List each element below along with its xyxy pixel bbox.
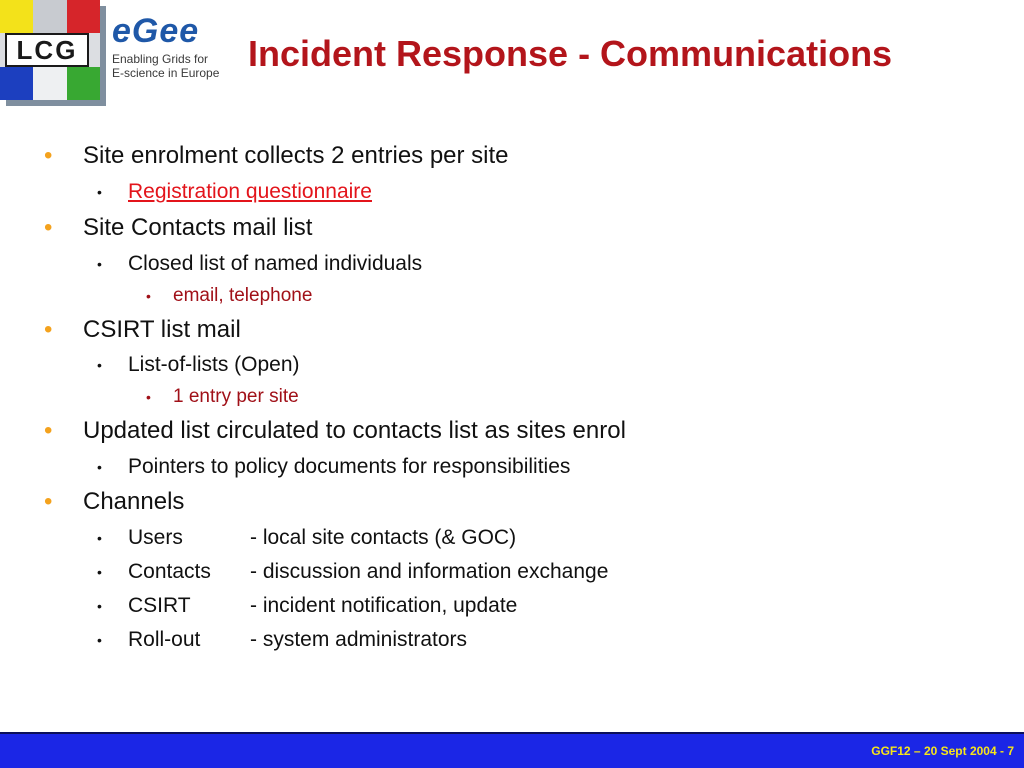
channel-desc: - incident notification, update xyxy=(250,594,518,617)
footer-text: GGF12 – 20 Sept 2004 - 7 xyxy=(871,744,1014,758)
bullet-marker: • xyxy=(97,256,102,272)
channel-entry xyxy=(128,526,516,550)
egee-tagline-1: Enabling Grids for xyxy=(112,52,209,66)
egee-tagline-2: E-science in Europe xyxy=(112,66,220,80)
bullet-text: Updated list circulated to contacts list as sites enrol xyxy=(83,417,626,444)
bullet-marker: • xyxy=(97,598,102,614)
channel-name: CSIRT xyxy=(128,594,191,617)
bullet-text: Site Contacts mail list xyxy=(83,214,313,241)
bullet-marker: • xyxy=(44,417,53,444)
channel-desc: - system administrators xyxy=(250,628,468,651)
bullet-text: List-of-lists (Open) xyxy=(128,353,300,376)
channel-desc: - local site contacts (& GOC) xyxy=(250,526,517,549)
channel-entry xyxy=(128,594,517,618)
bullet-text: Channels xyxy=(83,488,185,515)
bullet-text: email, telephone xyxy=(173,285,313,306)
egee-wordmark: eGee xyxy=(112,12,200,50)
bullet-marker: • xyxy=(146,389,151,405)
lcg-logo-text: LCG xyxy=(5,33,89,67)
channel-desc: - discussion and information exchange xyxy=(250,560,609,583)
channel-name: Contacts xyxy=(128,560,211,583)
registration-questionnaire-link[interactable]: Registration questionnaire xyxy=(128,180,372,203)
footer-bar xyxy=(0,732,1024,768)
bullet-marker: • xyxy=(146,288,151,304)
bullet-text: Closed list of named individuals xyxy=(128,252,423,275)
channel-name: Users xyxy=(128,526,183,549)
bullet-text: Site enrolment collects 2 entries per site xyxy=(83,142,509,169)
channel-name: Roll-out xyxy=(128,628,201,651)
bullet-marker: • xyxy=(97,564,102,580)
bullet-marker: • xyxy=(97,632,102,648)
bullet-text: CSIRT list mail xyxy=(83,316,241,343)
bullet-marker: • xyxy=(97,459,102,475)
bullet-marker: • xyxy=(97,357,102,373)
bullet-marker: • xyxy=(97,530,102,546)
bullet-text: 1 entry per site xyxy=(173,386,299,407)
bullet-marker: • xyxy=(44,142,53,169)
slide-title: Incident Response - Communications xyxy=(248,33,893,74)
bullet-marker: • xyxy=(44,214,53,241)
channel-entry xyxy=(128,628,467,652)
bullet-marker: • xyxy=(44,488,53,515)
bullet-text: Pointers to policy documents for responsibilities xyxy=(128,455,571,478)
bullet-marker: • xyxy=(44,316,53,343)
channel-entry xyxy=(128,560,608,584)
bullet-marker: • xyxy=(97,184,102,200)
